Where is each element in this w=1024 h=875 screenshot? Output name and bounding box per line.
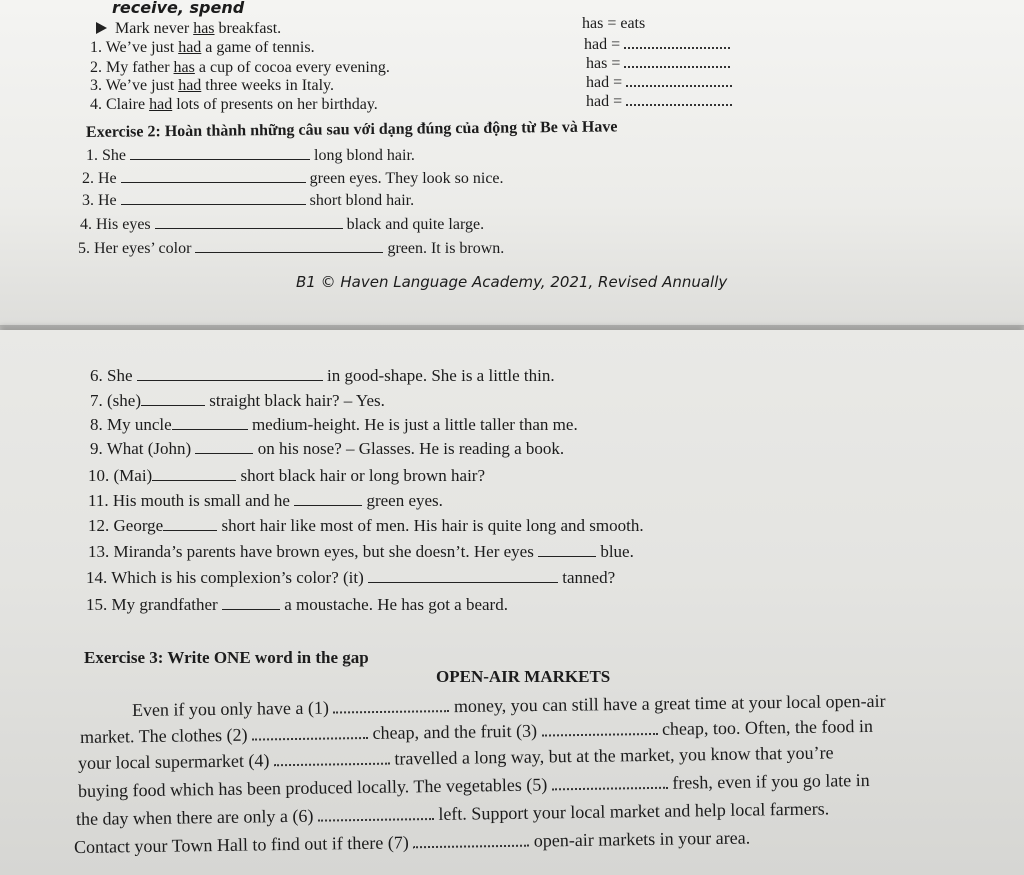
top-answer-2: has = <box>586 55 730 73</box>
ex2-item-10: 10. (Mai) short black hair or long brown hair? <box>88 466 486 485</box>
ex2-item-3: 3. He short blond hair. <box>82 192 415 209</box>
passage-line-5: the day when there are only a (6) left. Support your local market and help local farmers. <box>75 798 830 829</box>
example-answer: has = eats <box>582 15 646 32</box>
top-item-3: 3. We’ve just had three weeks in Italy. <box>90 77 334 94</box>
top-answer-1: had = <box>584 36 730 54</box>
passage-line-6: Contact your Town Hall to find out if there (7) open-air markets in your area. <box>73 827 751 857</box>
ex2-item-1: 1. She long blond hair. <box>86 147 415 164</box>
ex2-item-4: 4. His eyes black and quite large. <box>80 216 485 233</box>
ex2-item-8: 8. My uncle medium-height. He is just a little taller than me. <box>90 415 578 434</box>
copyright-footer: B1 © Haven Language Academy, 2021, Revised Annually <box>296 273 728 291</box>
ex2-item-11: 11. His mouth is small and he green eyes. <box>88 491 443 510</box>
ex2-item-6: 6. She in good-shape. She is a little thin. <box>90 366 555 385</box>
ex2-item-14: 14. Which is his complexion’s color? (it) tanned? <box>86 568 616 587</box>
exercise2-title: Exercise 2: Hoàn thành những câu sau với dạng đúng của động từ Be và Have <box>85 118 618 141</box>
top-sheet <box>0 0 1024 340</box>
top-answer-3: had = <box>586 74 732 92</box>
top-item-4: 4. Claire had lots of presents on her birthday. <box>90 96 378 113</box>
ex2-item-7: 7. (she) straight black hair? – Yes. <box>90 391 385 410</box>
passage-line-1: Even if you only have a (1) money, you can still have a great time at your local open-air <box>131 690 886 720</box>
passage-line-3: your local supermarket (4) travelled a long way, but at the market, you know that you’re <box>77 742 834 773</box>
header-words: receive, spend <box>112 0 245 17</box>
top-answer-4: had = <box>586 93 732 111</box>
bottom-sheet <box>0 330 1024 875</box>
example-sentence: Mark never has breakfast. <box>96 20 281 38</box>
ex2-item-15: 15. My grandfather a moustache. He has got a beard. <box>86 595 508 614</box>
passage-line-2: market. The clothes (2) cheap, and the fruit (3) cheap, too. Often, the food in <box>79 715 874 747</box>
top-item-2: 2. My father has a cup of cocoa every evening. <box>90 59 390 76</box>
arrow-bullet-icon <box>96 22 107 34</box>
ex2-item-13: 13. Miranda’s parents have brown eyes, but she doesn’t. Her eyes blue. <box>88 542 634 561</box>
ex2-item-5: 5. Her eyes’ color green. It is brown. <box>78 240 505 257</box>
ex2-item-2: 2. He green eyes. They look so nice. <box>82 170 504 187</box>
passage-heading: OPEN-AIR MARKETS <box>436 667 611 686</box>
passage-line-4: buying food which has been produced locally. The vegetables (5) fresh, even if you go late in <box>77 769 870 801</box>
top-item-1: 1. We’ve just had a game of tennis. <box>90 39 315 56</box>
exercise3-title: Exercise 3: Write ONE word in the gap <box>84 648 369 667</box>
ex2-item-9: 9. What (John) on his nose? – Glasses. He is reading a book. <box>90 439 565 458</box>
ex2-item-12: 12. George short hair like most of men. His hair is quite long and smooth. <box>88 516 644 535</box>
